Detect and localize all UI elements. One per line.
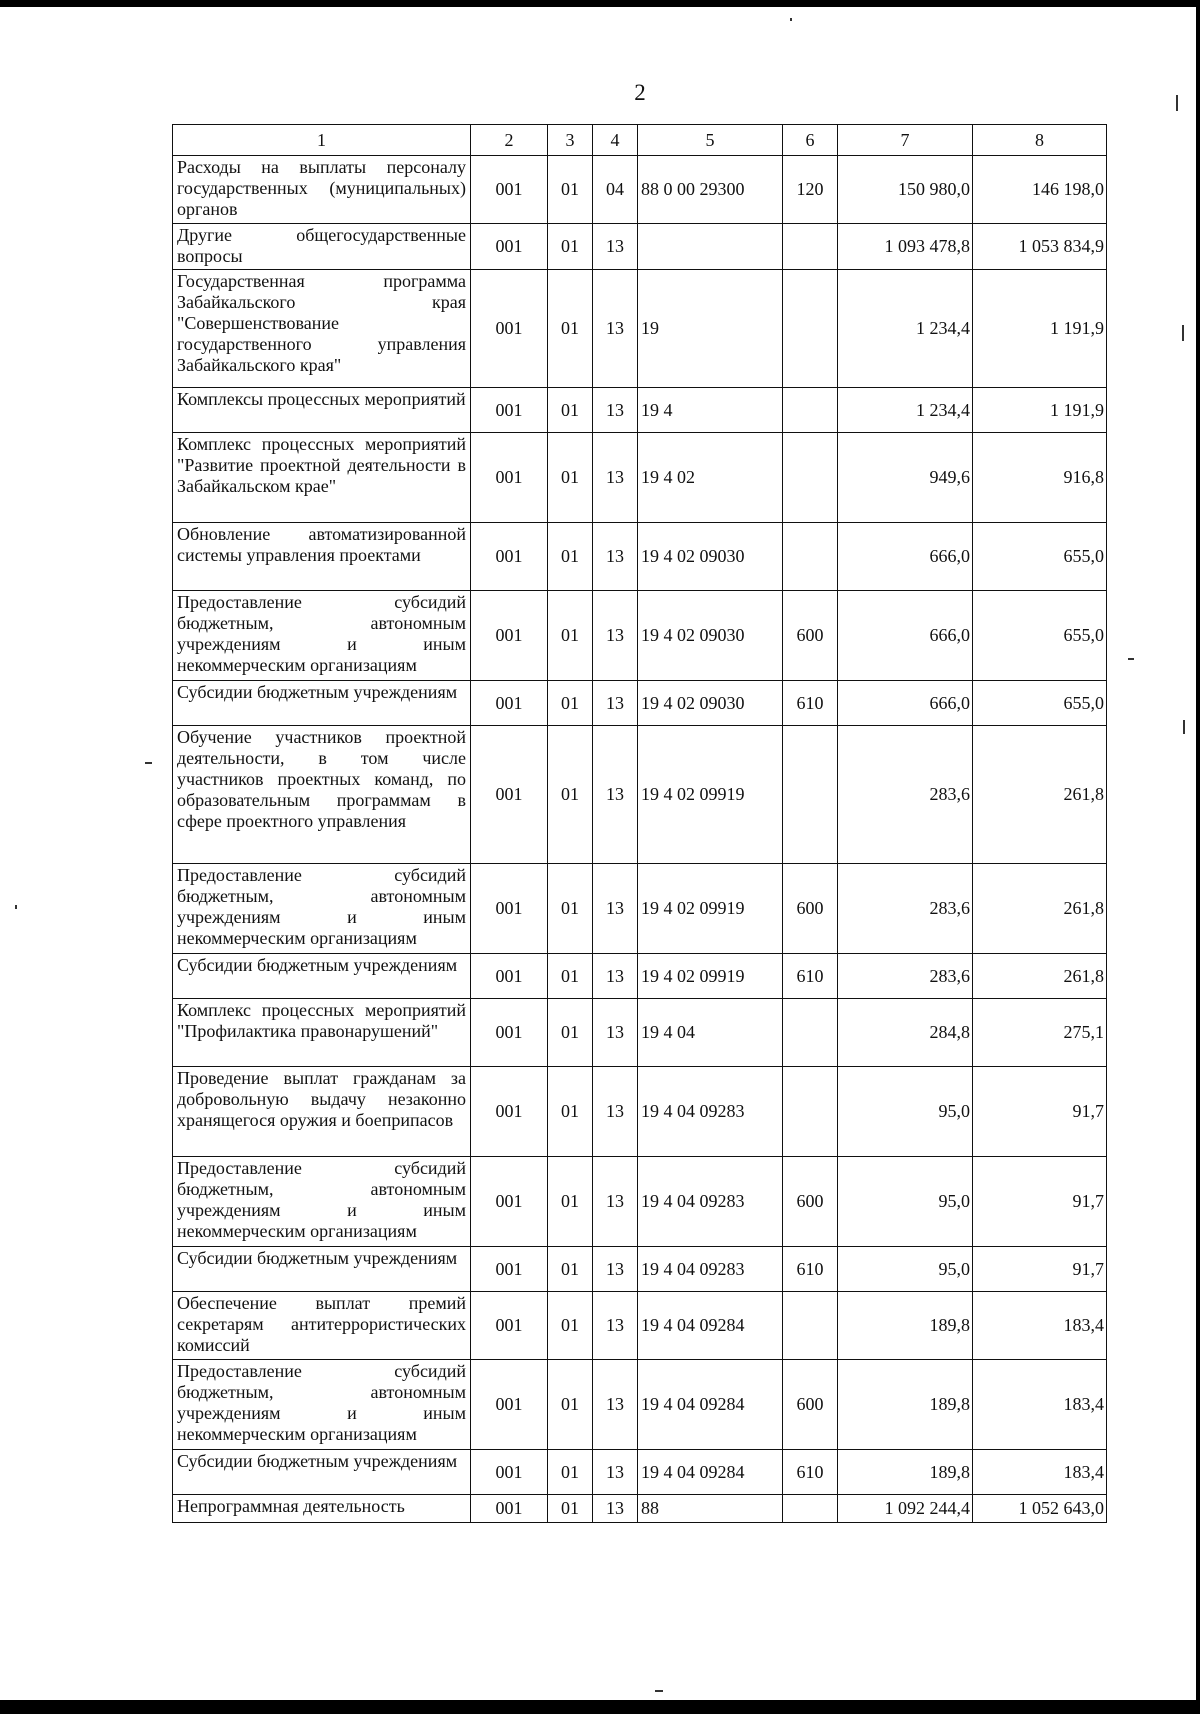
scan-speck [145,762,152,764]
section-code-cell: 01 [548,681,593,726]
target-article-cell: 19 4 04 09284 [638,1450,783,1495]
subsection-code-cell: 13 [593,864,638,954]
table-row [173,1360,1107,1450]
header-cell: 4 [593,125,638,156]
table-row [173,726,1107,864]
amount-cell: 284,8 [838,999,973,1067]
subsection-code-cell: 13 [593,1292,638,1360]
expense-type-cell: 600 [783,591,838,681]
table-row [173,1247,1107,1292]
expense-type-cell [783,433,838,523]
section-code-cell: 01 [548,1450,593,1495]
amount-cell: 1 092 244,4 [838,1495,973,1523]
expense-type-cell [783,1292,838,1360]
amount-cell: 91,7 [973,1157,1107,1247]
section-code-cell: 01 [548,156,593,224]
amount-cell: 95,0 [838,1247,973,1292]
expense-type-cell: 610 [783,1247,838,1292]
ministry-code-cell: 001 [471,726,548,864]
ministry-code-cell: 001 [471,388,548,433]
section-code-cell: 01 [548,954,593,999]
scan-speck [655,1690,663,1692]
amount-cell: 150 980,0 [838,156,973,224]
ministry-code-cell: 001 [471,523,548,591]
subsection-code-cell: 13 [593,726,638,864]
ministry-code-cell: 001 [471,156,548,224]
amount-cell: 183,4 [973,1360,1107,1450]
expense-type-cell [783,270,838,388]
target-article-cell [638,224,783,270]
section-code-cell: 01 [548,591,593,681]
subsection-code-cell: 13 [593,523,638,591]
ministry-code-cell: 001 [471,1292,548,1360]
table-row [173,433,1107,523]
amount-cell: 275,1 [973,999,1107,1067]
expense-name-cell: Обучение участников проектной деятельности, в том числе участников проектных команд, по образовательным программам в сфере проектного управления [173,726,471,864]
expense-type-cell [783,523,838,591]
header-cell: 2 [471,125,548,156]
ministry-code-cell: 001 [471,224,548,270]
table-row [173,270,1107,388]
target-article-cell: 19 4 [638,388,783,433]
expense-type-cell [783,1495,838,1523]
subsection-code-cell: 13 [593,1360,638,1450]
target-article-cell: 19 4 02 09030 [638,591,783,681]
table-row [173,1495,1107,1523]
header-cell: 1 [173,125,471,156]
target-article-cell: 19 4 04 09283 [638,1157,783,1247]
target-article-cell: 19 4 04 09283 [638,1067,783,1157]
expense-type-cell: 600 [783,864,838,954]
amount-cell: 1 234,4 [838,388,973,433]
subsection-code-cell: 13 [593,591,638,681]
table-row [173,954,1107,999]
scan-speck [1176,95,1178,111]
section-code-cell: 01 [548,1292,593,1360]
amount-cell: 189,8 [838,1450,973,1495]
table-row [173,1292,1107,1360]
ministry-code-cell: 001 [471,1247,548,1292]
ministry-code-cell: 001 [471,1067,548,1157]
section-code-cell: 01 [548,1247,593,1292]
amount-cell: 261,8 [973,726,1107,864]
target-article-cell: 88 0 00 29300 [638,156,783,224]
expense-type-cell: 600 [783,1157,838,1247]
ministry-code-cell: 001 [471,1157,548,1247]
table-row [173,864,1107,954]
subsection-code-cell: 13 [593,433,638,523]
ministry-code-cell: 001 [471,1495,548,1523]
expense-type-cell [783,388,838,433]
scan-speck [1182,325,1184,341]
scan-speck [790,18,792,21]
amount-cell: 283,6 [838,954,973,999]
table-row [173,681,1107,726]
amount-cell: 261,8 [973,954,1107,999]
expense-type-cell: 610 [783,954,838,999]
ministry-code-cell: 001 [471,1360,548,1450]
subsection-code-cell: 13 [593,1495,638,1523]
header-cell: 6 [783,125,838,156]
expense-name-cell: Комплексы процессных мероприятий [173,388,471,433]
amount-cell: 1 191,9 [973,388,1107,433]
ministry-code-cell: 001 [471,433,548,523]
amount-cell: 1 093 478,8 [838,224,973,270]
expense-name-cell: Другие общегосударственные вопросы [173,224,471,270]
amount-cell: 655,0 [973,523,1107,591]
ministry-code-cell: 001 [471,591,548,681]
expense-type-cell [783,726,838,864]
amount-cell: 1 191,9 [973,270,1107,388]
expense-type-cell: 120 [783,156,838,224]
expense-name-cell: Проведение выплат гражданам за добровольную выдачу незаконно хранящегося оружия и боеприпасов [173,1067,471,1157]
expense-name-cell: Комплекс процессных мероприятий "Профилактика правонарушений" [173,999,471,1067]
section-code-cell: 01 [548,1157,593,1247]
amount-cell: 91,7 [973,1247,1107,1292]
target-article-cell: 19 4 02 09919 [638,864,783,954]
table-row [173,591,1107,681]
subsection-code-cell: 13 [593,999,638,1067]
subsection-code-cell: 13 [593,1247,638,1292]
expense-type-cell [783,999,838,1067]
subsection-code-cell: 13 [593,1157,638,1247]
section-code-cell: 01 [548,1495,593,1523]
table-row [173,1450,1107,1495]
table-row [173,999,1107,1067]
page-number: 2 [634,80,646,105]
target-article-cell: 19 4 04 09284 [638,1292,783,1360]
section-code-cell: 01 [548,1360,593,1450]
target-article-cell: 19 4 02 09030 [638,523,783,591]
scan-speck [1183,720,1185,734]
header-row [173,125,1107,156]
expense-name-cell: Непрограммная деятельность [173,1495,471,1523]
section-code-cell: 01 [548,1067,593,1157]
section-code-cell: 01 [548,726,593,864]
expense-name-cell: Предоставление субсидий бюджетным, автономным учреждениям и иным некоммерческим организациям [173,1157,471,1247]
subsection-code-cell: 13 [593,224,638,270]
ministry-code-cell: 001 [471,864,548,954]
amount-cell: 1 052 643,0 [973,1495,1107,1523]
ministry-code-cell: 001 [471,954,548,999]
expense-type-cell [783,224,838,270]
ministry-code-cell: 001 [471,999,548,1067]
expense-name-cell: Субсидии бюджетным учреждениям [173,681,471,726]
subsection-code-cell: 13 [593,388,638,433]
target-article-cell: 19 4 02 09919 [638,954,783,999]
table-row [173,156,1107,224]
amount-cell: 95,0 [838,1067,973,1157]
amount-cell: 95,0 [838,1157,973,1247]
section-code-cell: 01 [548,433,593,523]
amount-cell: 283,6 [838,726,973,864]
ministry-code-cell: 001 [471,270,548,388]
subsection-code-cell: 04 [593,156,638,224]
budget-table [172,124,1107,1523]
amount-cell: 1 053 834,9 [973,224,1107,270]
scan-border-bottom [0,1700,1200,1714]
target-article-cell: 19 4 02 09919 [638,726,783,864]
expense-name-cell: Субсидии бюджетным учреждениям [173,1247,471,1292]
amount-cell: 183,4 [973,1450,1107,1495]
amount-cell: 189,8 [838,1360,973,1450]
amount-cell: 189,8 [838,1292,973,1360]
header-cell: 3 [548,125,593,156]
target-article-cell: 19 4 02 [638,433,783,523]
subsection-code-cell: 13 [593,1450,638,1495]
amount-cell: 261,8 [973,864,1107,954]
expense-type-cell [783,1067,838,1157]
table-body [173,156,1107,1523]
subsection-code-cell: 13 [593,681,638,726]
subsection-code-cell: 13 [593,954,638,999]
section-code-cell: 01 [548,999,593,1067]
table-row [173,523,1107,591]
expense-name-cell: Предоставление субсидий бюджетным, автономным учреждениям и иным некоммерческим организациям [173,864,471,954]
scan-border-right [1196,0,1200,1714]
target-article-cell: 19 4 04 [638,999,783,1067]
expense-name-cell: Комплекс процессных мероприятий "Развитие проектной деятельности в Забайкальском крае" [173,433,471,523]
expense-name-cell: Обновление автоматизированной системы управления проектами [173,523,471,591]
expense-type-cell: 610 [783,681,838,726]
amount-cell: 666,0 [838,591,973,681]
subsection-code-cell: 13 [593,1067,638,1157]
target-article-cell: 19 4 04 09284 [638,1360,783,1450]
amount-cell: 666,0 [838,681,973,726]
table-row [173,224,1107,270]
amount-cell: 146 198,0 [973,156,1107,224]
expense-name-cell: Субсидии бюджетным учреждениям [173,1450,471,1495]
expense-name-cell: Субсидии бюджетным учреждениям [173,954,471,999]
amount-cell: 655,0 [973,681,1107,726]
scan-border-top [0,0,1200,7]
amount-cell: 666,0 [838,523,973,591]
ministry-code-cell: 001 [471,1450,548,1495]
section-code-cell: 01 [548,388,593,433]
amount-cell: 91,7 [973,1067,1107,1157]
scan-speck [15,905,17,909]
target-article-cell: 19 [638,270,783,388]
amount-cell: 1 234,4 [838,270,973,388]
subsection-code-cell: 13 [593,270,638,388]
ministry-code-cell: 001 [471,681,548,726]
header-cell: 5 [638,125,783,156]
table-row [173,1067,1107,1157]
target-article-cell: 19 4 02 09030 [638,681,783,726]
target-article-cell: 88 [638,1495,783,1523]
section-code-cell: 01 [548,270,593,388]
expense-name-cell: Обеспечение выплат премий секретарям антитеррористических комиссий [173,1292,471,1360]
expense-name-cell: Государственная программа Забайкальского края "Совершенствование государственного управления Забайкальского края" [173,270,471,388]
amount-cell: 283,6 [838,864,973,954]
expense-type-cell: 610 [783,1450,838,1495]
amount-cell: 916,8 [973,433,1107,523]
expense-type-cell: 600 [783,1360,838,1450]
section-code-cell: 01 [548,523,593,591]
scan-speck [1128,658,1134,660]
target-article-cell: 19 4 04 09283 [638,1247,783,1292]
header-cell: 7 [838,125,973,156]
section-code-cell: 01 [548,224,593,270]
amount-cell: 655,0 [973,591,1107,681]
expense-name-cell: Расходы на выплаты персоналу государственных (муниципальных) органов [173,156,471,224]
table-row [173,388,1107,433]
amount-cell: 183,4 [973,1292,1107,1360]
section-code-cell: 01 [548,864,593,954]
table-row [173,1157,1107,1247]
expense-name-cell: Предоставление субсидий бюджетным, автономным учреждениям и иным некоммерческим организациям [173,1360,471,1450]
header-cell: 8 [973,125,1107,156]
expense-name-cell: Предоставление субсидий бюджетным, автономным учреждениям и иным некоммерческим организациям [173,591,471,681]
amount-cell: 949,6 [838,433,973,523]
